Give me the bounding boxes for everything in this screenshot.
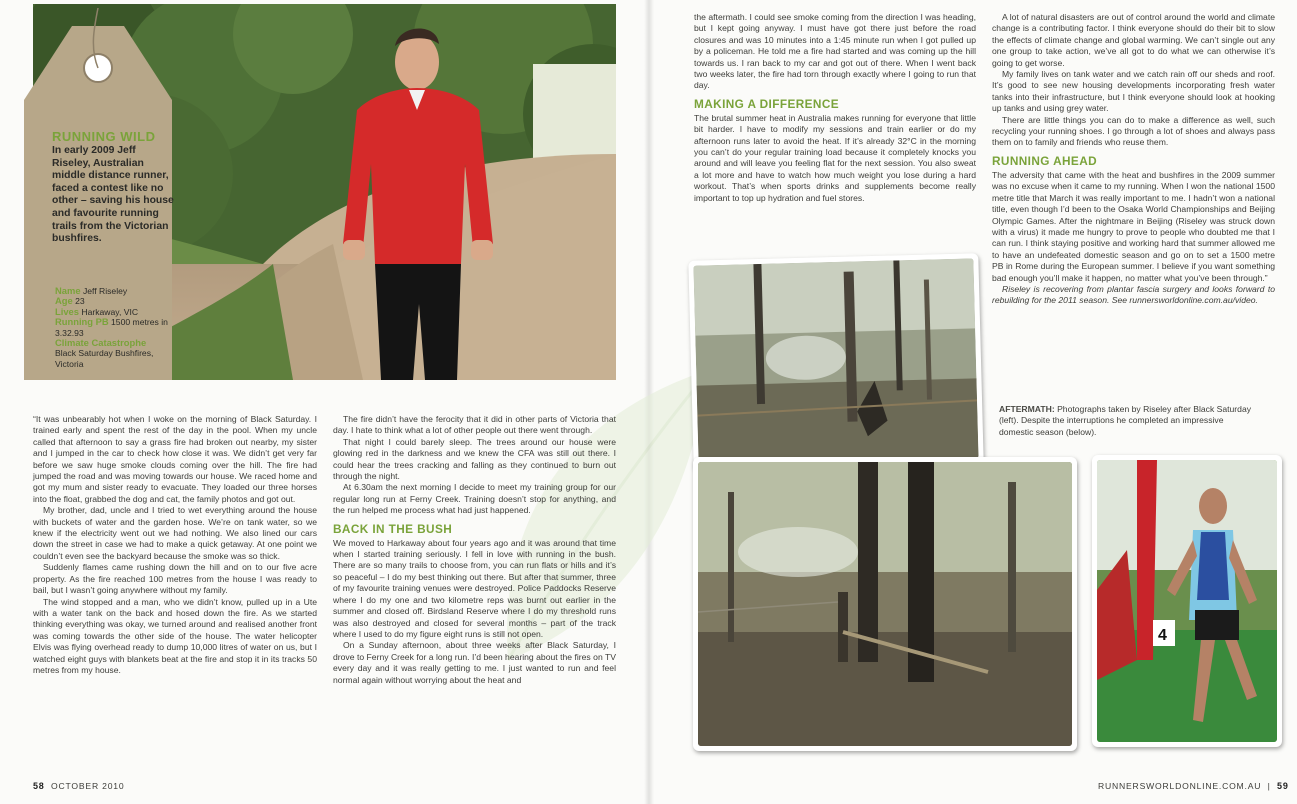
fact-name: Name Jeff Riseley — [55, 285, 128, 296]
race-graphic — [1097, 460, 1277, 742]
burnt-forest-photo-1 — [688, 253, 983, 471]
profile-tag-card — [24, 8, 172, 382]
paragraph: The fire didn’t have the ferocity that it did in other parts of Victoria that day. I hate to think what a lot of other people out there went through. — [333, 414, 616, 436]
section-heading: BACK IN THE BUSH — [333, 521, 453, 536]
paragraph: We moved to Harkaway about four years ago and it was around that time when I started training seriously. I fell in love with running in the bush. There are so many trails to choose from, you can run flats or hills and it’s so peaceful – I do my best thinking out there. But after that summer, three of my favourite training venues were destroyed. Police Paddocks Reserve where I do my one and two kilometre reps was burnt out earlier in the summer and closed off. Birdsland Reserve where I do my threshold runs was also destroyed and closed for several months – part of the track where I used to do my figure eight runs is still not open. — [333, 537, 616, 639]
paragraph: My brother, dad, uncle and I tried to wet everything around the house with buckets of water and the garden hose. We’re on tank water, so we knew if the electricity went out we had nothing. We also lined our cars down the street in case we had to make a quick getaway. At one point we couldn’t even see the backyard because the smoke was so thick. — [33, 505, 317, 561]
tag-title: RUNNING WILD — [52, 129, 156, 144]
paragraph: A lot of natural disasters are out of control around the world and climate change is a contributing factor. I think everyone should do their bit to slow the effects of climate change and global warming. We can’t single out any one group to take action, we’ve all got to do what we can otherwise it’s going to get worse. — [992, 12, 1275, 68]
section-heading: RUNNING AHEAD — [992, 153, 1098, 168]
fact-climate-catastrophe: Climate Catastrophe Black Saturday Bushfires, Victoria — [55, 337, 154, 369]
right-folio: RUNNERSWORLDONLINE.COM.AU | 59 — [1098, 781, 1289, 791]
runner-bib-number: 4 — [1158, 627, 1167, 644]
article-column-3 — [694, 12, 976, 204]
tag-facts — [55, 286, 181, 369]
paragraph: At 6.30am the next morning I decide to meet my training group for our regular long run at Ferny Creek. Training doesn’t stop for anything, and the run helped me process what had just happened. — [333, 482, 616, 516]
burnt-forest-photo-2 — [693, 457, 1077, 751]
fact-lives: Lives Harkaway, VIC — [55, 305, 139, 317]
burnt-fence-graphic — [698, 462, 1072, 746]
paragraph: The brutal summer heat in Australia makes running for everyone that little bit harder. I have to modify my sessions and train earlier or do my afternoon runs later to avoid the heat. If it’s already 32°C in the morning you can’t do your regular training load because it completely knocks you around and will leave you feeling flat for the next session. You also sweat a lot more and have to watch how much weight you lose during a hard workout. That’s when sports drinks and supplements become really important to top up hydration and fuel stores. — [694, 112, 976, 203]
racing-runner-photo — [1092, 455, 1282, 747]
paragraph: That night I could barely sleep. The trees around our house were glowing red in the darkness and we knew the CFA was still out there. I could hear the trees cracking and falling as they continued to burn out through the night. — [333, 436, 616, 482]
photo-caption: AFTERMATH: Photographs taken by Riseley after Black Saturday (left). Despite the interruptions he completed an impressive domestic season (below). — [999, 404, 1252, 437]
paragraph: My family lives on tank water and we catch rain off our sheds and roof. It’s good to see new housing developments incorporating fresh water tanks into their infrastructure, but I think everyone should look at hooking up tanks and using grey water. — [992, 69, 1275, 114]
paragraph: There are little things you can do to make a difference as well, such recycling your running shoes. I go through a lot of shoes and always pass them on to family and friends who reuse them. — [992, 114, 1275, 148]
article-column-1 — [33, 414, 317, 676]
article-column-2 — [333, 414, 616, 686]
paragraph: The adversity that came with the heat and bushfires in the 2009 summer was no excuse when it came to my running. When I won the national 1500 metre title that March it was really important to me. I hadn’t won a national title, even though I’d been to the Osaka World Championships and Beijing Olympic Games. After the nightmare in Beijing (Riseley was struck down with a virus) it made me hungry to prove to people who doubted me that I can run. I think staying positive and working hard that summer allowed me to have an undefeated domestic season and go on to set a 1500 metre PB in Rome during the European summer. I believe if you want something bad enough you’ll make it happen, no matter what you’ve been through.” — [992, 169, 1275, 283]
paragraph: “It was unbearably hot when I woke on the morning of Black Saturday. I trained early and spent the rest of the day in the pool. When my uncle called that afternoon to say a grass fire had broken out nearby, my sister and I jumped in the car to check how close it was. We didn’t get very far before we saw huge smoke clouds coming over the hill. The fire had jumped the road and was moving towards our house. We raced home and got my mum and sister ready to evacuate. They loaded our three horses into the float, grabbed the dog and cat, the family photos and got out. — [33, 414, 317, 504]
paragraph: Suddenly flames came rushing down the hill and on to our five acre property. As the fire reached 100 metres from the house I was ready to bail, but I wasn’t going anywhere without my family. — [33, 562, 317, 596]
paragraph: The wind stopped and a man, who we didn’t know, pulled up in a Ute with a water tank on the back and hosed down the fire. As we started thinking everything was okay, we turned around and realised another front was coming towards the other side of the house. The water helicopter Elvis was flying overhead ready to dump 10,000 litres of water on us, but I watched eight guys with blankets beat at the fire and stop it in its tracks 50 metres from my house. — [33, 596, 317, 675]
section-heading: MAKING A DIFFERENCE — [694, 96, 840, 111]
article-column-4 — [992, 12, 1275, 307]
runner-figure — [333, 14, 503, 380]
left-folio: 58 OCTOBER 2010 — [33, 781, 125, 791]
paragraph: On a Sunday afternoon, about three weeks after Black Saturday, I drove to Ferny Creek for a long run. I’d been hearing about the fires on TV every day and it was really getting to me. I just wanted to run and feel normal again without worrying about the heat and — [333, 640, 616, 685]
burnt-trees-graphic — [693, 258, 978, 465]
paragraph: the aftermath. I could see smoke coming from the direction I was heading, but I kept going anyway. I must have got there just before the road closures and was 10 minutes into a 1:45 minute run when I got pulled up by a policeman. He told me a fire had started and was coming up the hill towards us. I ran back to my car and got out of there. When I went back two weeks later, the fire had torn through exactly where I going to run that day. — [694, 12, 976, 91]
fact-age: Age 23 — [55, 295, 85, 307]
tag-intro: In early 2009 Jeff Riseley, Australian middle distance runner, faced a contest like no other – saving his house and favourite running trails from the Victorian bushfires. — [52, 145, 174, 245]
author-note: Riseley is recovering from plantar fascia surgery and looks forward to rebuilding for the 2011 season. See runnersworldonline.com.au/video. — [992, 283, 1275, 306]
fact-running-pb: Running PB 1500 metres in 3.32.93 — [55, 316, 168, 338]
